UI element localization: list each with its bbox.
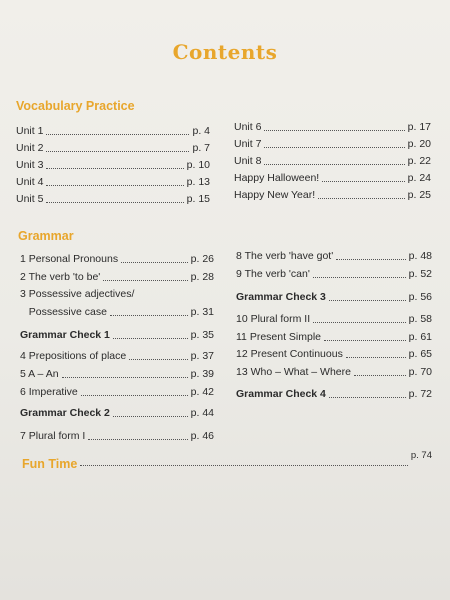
entry-page: p. 48 — [408, 250, 432, 262]
entry-page: p. 17 — [407, 121, 431, 133]
entry-label: 1 Personal Pronouns — [20, 253, 119, 265]
toc-entry — [234, 121, 431, 133]
entry-label: 10 Plural form II — [236, 313, 311, 325]
entry-page: p. 70 — [408, 366, 432, 378]
toc-entry — [236, 331, 432, 343]
entry-page: p. 39 — [190, 368, 214, 380]
entry-label: Grammar Check 4 — [236, 388, 326, 400]
entry-page: p. 24 — [407, 172, 431, 184]
vocabulary-heading: Vocabulary Practice — [16, 99, 135, 113]
page-title: Contents — [172, 40, 278, 64]
entry-page: p. 42 — [190, 386, 214, 398]
toc-entry — [234, 138, 431, 150]
entry-label: 7 Plural form I — [20, 430, 86, 442]
entry-label: Unit 8 — [234, 155, 262, 167]
entry-page: p. 13 — [186, 176, 210, 188]
entry-label: Unit 2 — [16, 142, 44, 154]
entry-page: p. 35 — [190, 329, 214, 341]
entry-page: p. 74 — [410, 450, 432, 461]
entry-page: p. 28 — [190, 271, 214, 283]
toc-entry — [236, 366, 432, 378]
entry-label: 12 Present Continuous — [236, 348, 343, 360]
entry-page: p. 25 — [407, 189, 431, 201]
entry-label: Unit 4 — [16, 176, 44, 188]
toc-entry — [234, 172, 431, 184]
entry-label: Possessive case — [20, 306, 107, 318]
toc-entry — [16, 176, 210, 188]
toc-entry — [234, 189, 431, 201]
entry-page: p. 58 — [408, 313, 432, 325]
toc-entry — [20, 253, 214, 265]
toc-entry — [20, 386, 214, 398]
toc-entry — [20, 430, 214, 442]
entry-label: Grammar Check 1 — [20, 329, 110, 341]
toc-entry — [20, 350, 214, 362]
entry-label: Unit 7 — [234, 138, 262, 150]
entry-label: 3 Possessive adjectives/ — [20, 288, 135, 300]
entry-page: p. 65 — [408, 348, 432, 360]
entry-label: 9 The verb 'can' — [236, 268, 310, 280]
entry-label: Grammar Check 2 — [20, 407, 110, 419]
entry-label: 6 Imperative — [20, 386, 78, 398]
toc-entry — [236, 388, 432, 400]
entry-page: p. 37 — [190, 350, 214, 362]
entry-label: 8 The verb 'have got' — [236, 250, 334, 262]
toc-entry — [236, 250, 432, 262]
toc-entry — [236, 291, 432, 303]
entry-label: 5 A – An — [20, 368, 59, 380]
fun-time-entry — [22, 450, 432, 471]
entry-page: p. 26 — [190, 253, 214, 265]
grammar-heading: Grammar — [18, 229, 74, 243]
toc-entry — [16, 193, 210, 205]
entry-page: p. 10 — [186, 159, 210, 171]
entry-label: Grammar Check 3 — [236, 291, 326, 303]
entry-label: Unit 3 — [16, 159, 44, 171]
entry-page: p. 46 — [190, 430, 214, 442]
entry-label: 2 The verb 'to be' — [20, 271, 101, 283]
entry-page: p. 31 — [190, 306, 214, 318]
entry-page: p. 22 — [407, 155, 431, 167]
entry-page: p. 52 — [408, 268, 432, 280]
toc-entry — [20, 271, 214, 283]
entry-label: Happy Halloween! — [234, 172, 320, 184]
entry-page: p. 4 — [192, 125, 210, 137]
entry-page: p. 15 — [186, 193, 210, 205]
entry-label: 13 Who – What – Where — [236, 366, 351, 378]
toc-entry — [20, 306, 214, 318]
entry-page: p. 56 — [408, 291, 432, 303]
toc-entry — [16, 159, 210, 171]
toc-entry — [236, 348, 432, 360]
toc-entry — [20, 368, 214, 380]
entry-label: Unit 5 — [16, 193, 44, 205]
entry-page: p. 44 — [190, 407, 214, 419]
toc-entry — [16, 142, 210, 154]
entry-label: Happy New Year! — [234, 189, 316, 201]
toc-entry — [20, 407, 214, 419]
toc-entry — [20, 329, 214, 341]
entry-label: Unit 6 — [234, 121, 262, 133]
entry-page: p. 20 — [407, 138, 431, 150]
toc-entry — [236, 313, 432, 325]
toc-entry — [16, 125, 210, 137]
entry-page: p. 61 — [408, 331, 432, 343]
toc-entry — [236, 268, 432, 280]
entry-page: p. 72 — [408, 388, 432, 400]
entry-label: Unit 1 — [16, 125, 44, 137]
fun-time-heading: Fun Time — [22, 457, 78, 471]
entry-label: 4 Prepositions of place — [20, 350, 127, 362]
toc-entry — [234, 155, 431, 167]
entry-label: 11 Present Simple — [236, 331, 322, 343]
entry-page: p. 7 — [192, 142, 210, 154]
